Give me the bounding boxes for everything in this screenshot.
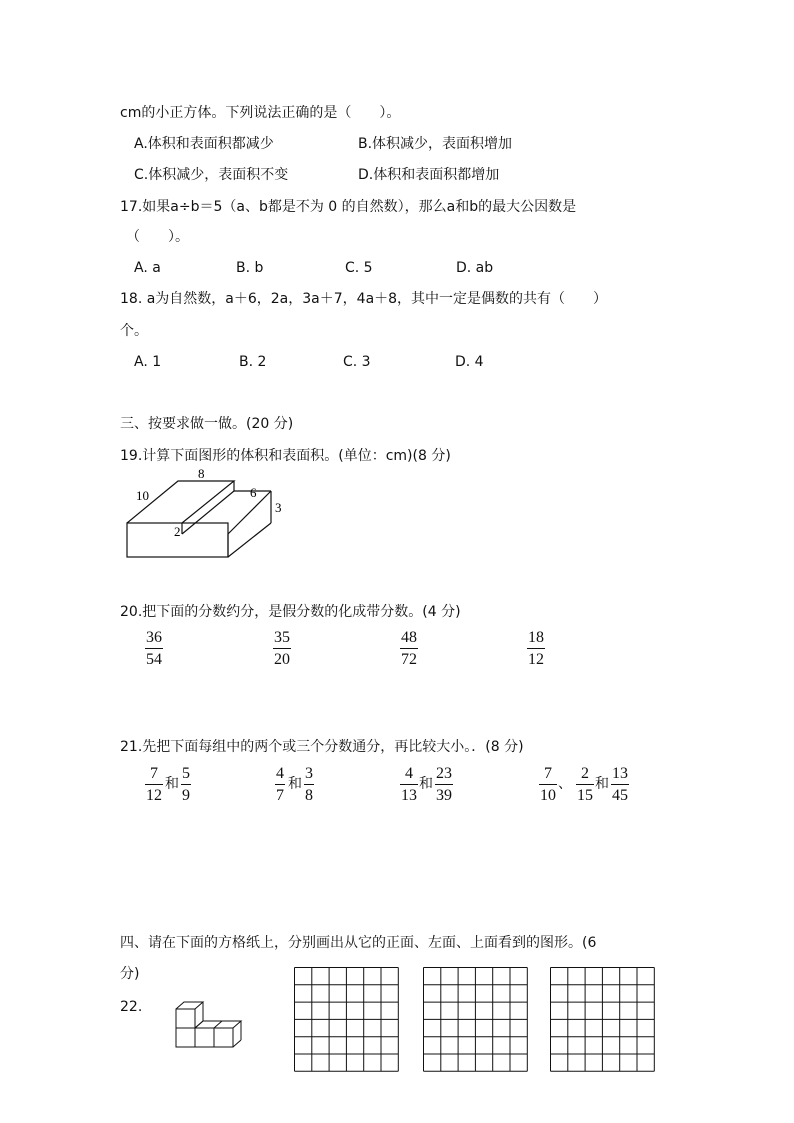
q21-g3-and: 和 [419, 776, 433, 792]
q20-fraction-1: 36 54 [146, 629, 162, 668]
grid-paper-front-view[interactable] [294, 967, 404, 1073]
section-3-heading: 三、按要求做一做。(20 分) [120, 416, 294, 432]
q16-option-d: D.体积和表面积都增加 [358, 167, 500, 183]
q20-fraction-4: 18 12 [528, 629, 544, 668]
q16-option-c: C.体积减少，表面积不变 [134, 167, 289, 183]
q18-option-d: D. 4 [455, 354, 484, 370]
dim-length-8: 8 [198, 466, 205, 481]
q21-g2-and: 和 [288, 776, 302, 792]
dim-length-6: 6 [250, 485, 257, 500]
q21-g2-fraction-2: 3 8 [305, 765, 313, 804]
q18-stem-2: 个。 [120, 323, 148, 339]
q18-option-c: C. 3 [343, 354, 371, 370]
q17-option-a: A. a [134, 260, 161, 276]
q21-g1-fraction-1: 7 12 [146, 765, 162, 804]
q20-stem: 20.把下面的分数约分，是假分数的化成带分数。(4 分) [120, 604, 461, 620]
q16-option-a: A.体积和表面积都减少 [134, 136, 274, 152]
q17-stem: 17.如果a÷b＝5（a、b都是不为 0 的自然数），那么a和b的最大公因数是 [120, 199, 577, 215]
q20-fraction-2: 35 20 [274, 629, 290, 668]
q16-stem: cm的小正方体。下列说法正确的是（ ）。 [120, 105, 401, 121]
dim-height-3: 3 [275, 500, 282, 515]
q18-stem: 18. a为自然数，a＋6，2a，3a＋7，4a＋8，其中一定是偶数的共有（ ） [120, 291, 608, 307]
q21-g4-fraction-3: 13 45 [612, 765, 628, 804]
q18-option-a: A. 1 [134, 354, 162, 370]
q21-g3-fraction-2: 23 39 [436, 765, 452, 804]
dim-width-10: 10 [136, 488, 149, 503]
q22-label: 22. [120, 999, 143, 1015]
q17-option-c: C. 5 [345, 260, 373, 276]
q17-option-d: D. ab [456, 260, 494, 276]
q21-g4-and: 和 [595, 776, 609, 792]
q17-option-b: B. b [236, 260, 264, 276]
section-4-heading-2: 分) [120, 966, 140, 982]
grid-paper-left-view[interactable] [423, 967, 529, 1073]
section-4-heading: 四、请在下面的方格纸上，分别画出从它的正面、左面、上面看到的图形。(6 [120, 935, 597, 951]
q21-g4-fraction-1: 7 10 [540, 765, 556, 804]
q19-stem: 19.计算下面图形的体积和表面积。(单位：cm)(8 分) [120, 448, 451, 464]
q21-g4-comma: 、 [558, 776, 572, 792]
q20-fraction-3: 48 72 [401, 629, 417, 668]
q21-g1-and: 和 [165, 776, 179, 792]
q18-option-b: B. 2 [239, 354, 267, 370]
q21-g1-fraction-2: 5 9 [182, 765, 190, 804]
q21-stem: 21.先把下面每组中的两个或三个分数通分，再比较大小。．(8 分) [120, 739, 524, 755]
q16-option-b: B.体积减少，表面积增加 [358, 136, 513, 152]
q21-g3-fraction-1: 4 13 [401, 765, 417, 804]
grid-paper-top-view[interactable] [550, 967, 656, 1073]
q17-stem-2: （ ）。 [126, 229, 189, 245]
step-solid-figure [118, 466, 298, 566]
cube-stack-figure [170, 1008, 250, 1052]
q21-g4-fraction-2: 2 15 [577, 765, 593, 804]
q21-g2-fraction-1: 4 7 [276, 765, 284, 804]
dim-height-2: 2 [174, 524, 181, 539]
